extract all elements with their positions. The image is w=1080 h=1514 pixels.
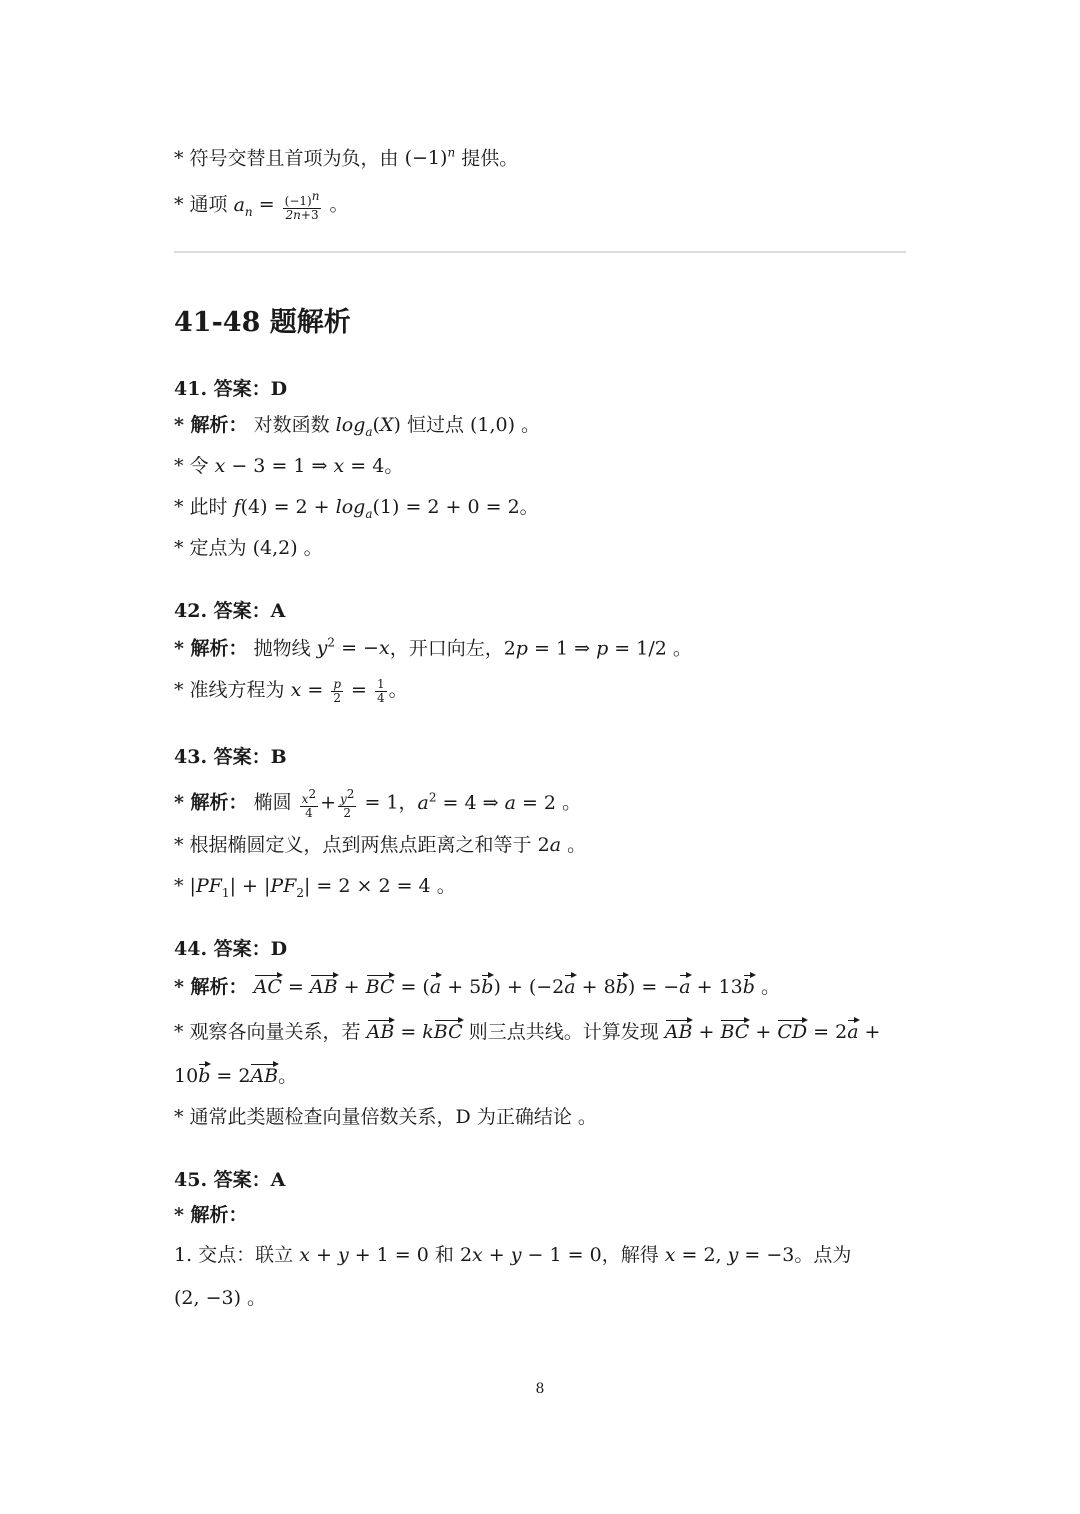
section-divider [174,251,906,253]
q41-line-2-tail: 。 [384,455,404,477]
math-equation: x − 3 = 1 ⇒ x = 4 [214,455,385,477]
fraction-x2-over-4: $\frac{x^2}{4}$ [301,787,317,820]
q42-label: * 解析： [174,637,248,660]
math-vector-total: AB + BC + CD = 2a + [664,1021,881,1043]
q42-line-2: * 准线方程为 x = $\frac{p}{2}$ = $\frac{1}{4}$ 。 [174,677,408,705]
intro-line-2-tail: 。 [329,193,349,216]
math-2a: 2a [537,834,562,856]
page-number: 8 [535,1381,545,1397]
q41-line-3-text: * 此时 [174,496,228,518]
q41-line-1-tail: 恒过点 (1,0) 。 [406,414,541,436]
q45-answer-title: 45. 答案：A [174,1169,286,1191]
math-line-2: 2x + y − 1 = 0 [459,1244,602,1266]
q43-label: * 解析： [174,791,248,814]
intro-line-1 [174,147,518,168]
q45-line-2-text: 1. 交点：联立 [174,1244,294,1266]
q45-line-3: (2, −3) 。 [174,1287,267,1309]
math-a-value: $a^2 = 4$ ⇒ a = 2 [417,790,563,814]
q44-line-3-tail: 。 [278,1065,298,1087]
q43-line-3-tail: 。 [436,875,456,897]
q44-line-4: * 通常此类题检查向量倍数关系，D 为正确结论 。 [174,1106,597,1128]
q43-answer-title: 43. 答案：B [174,746,287,768]
fraction-general-term: $\frac{(-1)^n}{2n+3}$ [284,189,320,222]
fraction-one-quarter: $\frac{1}{4}$ [377,677,385,705]
q45-line-1: * 解析： [174,1204,248,1226]
math-evaluation: $f(4) = 2 + \log_a(1) = 2 + 0 = 2$ [233,496,520,521]
math-vector-sum: AC = AB + BC = (a + 5b) + (−2a + 8b) = −a + 13b [253,976,755,998]
q43-line-1: * 解析： 椭圆 $\frac{x^2}{4}$ + $\frac{y^2}{2}$ = 1，$a^2 = 4$ ⇒ a = 2 。 [174,787,582,820]
q42-line-1-tail: 。 [672,637,692,660]
q41-answer-title: 41. 答案：D [174,378,288,400]
q45-line-2-tail: 。点为 [794,1244,852,1266]
fraction-y2-over-2: $\frac{y^2}{2}$ [340,787,355,820]
q42-line-2-text: * 准线方程为 [174,679,285,702]
q43-line-2-text: * 根据椭圆定义，点到两焦点距离之和等于 [174,834,532,856]
q43-line-1-tail: 。 [562,791,582,814]
q42-answer-title: 42. 答案：A [174,600,286,622]
q43-line-2-tail: 。 [567,834,587,856]
q42-line-1-text: 抛物线 [253,637,311,660]
math-general-term: $a_n$ [233,193,253,219]
q45-line-2 [174,1246,851,1265]
q42-line-1 [174,637,692,658]
math-directrix: x [290,679,302,702]
math-parabola: $y^2 = -x$ [316,636,390,660]
q41-line-1-text: 对数函数 [253,414,330,436]
q42-line-1-mid: ，开口向左， [389,637,504,660]
q41-line-4: * 定点为 (4,2) 。 [174,537,323,559]
q41-line-3 [174,498,539,520]
q44-line-2-mid: 则三点共线。计算发现 [468,1021,659,1043]
q41-label: * 解析： [174,414,248,436]
q43-line-3 [174,877,456,899]
q44-line-1-tail: 。 [760,976,780,998]
intro-line-2: * 通项 $a_n$ = $\frac{(-1)^n}{2n+3}$ 。 [174,189,349,222]
intro-line-1-tail: 提供。 [461,147,519,170]
q43-line-1-text: 椭圆 [253,791,292,814]
math-p-value: 2p = 1 ⇒ p = 1/2 [503,637,673,660]
q41-line-2 [174,457,403,476]
math-line-1: x + y + 1 = 0 [299,1244,435,1266]
q45-line-2-mid1: 和 [434,1244,454,1266]
q41-line-1: * 解析： 对数函数 $\log_a(X)$ 恒过点 (1,0) 。 [174,414,541,439]
math-focal-sum: $|PF_1| + |PF_2| = 2 \times 2 = 4$ [189,875,437,900]
intro-line-2-text: * 通项 [174,193,228,216]
q42-line-2-tail: 。 [388,679,408,702]
section-title: 41-48 题解析 [174,307,351,338]
q44-line-3 [174,1067,297,1086]
q43-line-3-text: * [174,875,184,897]
math-log: $\log_a$ [335,414,373,439]
math-sign: $(-1)^n$ [404,146,456,170]
math-collinear: AB = kBC [366,1021,463,1043]
q43-line-2 [174,836,586,855]
intro-line-1-text: * 符号交替且首项为负，由 [174,147,399,170]
q41-line-3-tail: 。 [519,496,539,518]
q44-line-2 [174,1023,880,1042]
math-solution: x = 2, y = −3 [664,1244,795,1266]
q43-line-1-mid: ， [398,791,418,814]
q44-line-1 [174,978,780,997]
q44-line-2-text: * 观察各向量关系，若 [174,1021,361,1043]
fraction-p-over-2: $\frac{p}{2}$ [333,677,341,705]
q45-line-2-mid2: ，解得 [601,1244,659,1266]
q44-label: * 解析： [174,976,248,998]
q41-line-2-text: * 令 [174,455,209,477]
math-vector-result: 10b = 2AB [174,1065,279,1087]
q44-answer-title: 44. 答案：D [174,938,288,960]
